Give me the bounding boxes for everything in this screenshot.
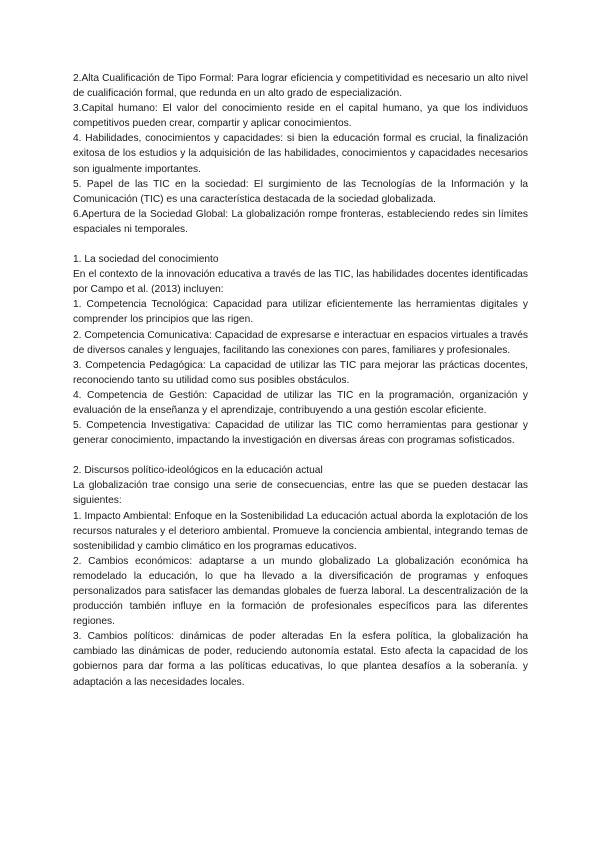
section-spacer xyxy=(73,237,528,252)
list-item: 3. Cambios políticos: dinámicas de poder alteradas En la esfera política, la globalización ha cambiado las dinámicas de poder, reduciendo autonomía estatal. Esto afecta la capacidad de los gobiernos para dar forma a las políticas educativas, lo que plantea desafíos a la soberanía. y adaptación a las necesidades locales. xyxy=(73,631,528,688)
list-item: 4. Competencia de Gestión: Capacidad de utilizar las TIC en la programación, organización y evaluación de la enseñanza y el aprendizaje, contribuyendo a una gestión escolar eficiente. xyxy=(73,389,528,416)
list-item: 6.Apertura de la Sociedad Global: La globalización rompe fronteras, estableciendo redes sin límites espaciales ni temporales. xyxy=(73,208,528,235)
list-item: 3. Competencia Pedagógica: La capacidad de utilizar las TIC para mejorar las prácticas docentes, reconociendo tanto su utilidad como sus posibles obstáculos. xyxy=(73,359,528,386)
section-political-discourses xyxy=(73,463,528,689)
section-knowledge-society xyxy=(73,252,528,448)
section-intro: La globalización trae consigo una serie de consecuencias, entre las que se pueden destacar las siguientes: xyxy=(73,480,528,507)
list-item: 2.Alta Cualificación de Tipo Formal: Para lograr eficiencia y competitividad es necesario un alto nivel de cualificación formal, que redunda en un alto grado de especialización. xyxy=(73,73,528,100)
list-item: 2. Competencia Comunicativa: Capacidad de expresarse e interactuar en espacios virtuales a través de diversos canales y lenguajes, facilitando las conexiones con pares, familiares y profesionales. xyxy=(73,329,528,356)
list-item: 2. Cambios económicos: adaptarse a un mundo globalizado La globalización económica ha remodelado la educación, lo que ha llevado a la diversificación de programas y enfoques personalizados para satisfacer las demandas globales de fuerza laboral. La descentralización de la producción también influye en la formación de profesionales específicos para las diferentes regiones. xyxy=(73,555,528,628)
section-heading: 1. La sociedad del conocimiento xyxy=(73,254,219,266)
section-intro: En el contexto de la innovación educativa a través de las TIC, las habilidades docentes identificadas por Campo et al. (2013) incluyen: xyxy=(73,269,528,296)
section-spacer xyxy=(73,448,528,463)
list-item: 5. Competencia Investigativa: Capacidad de utilizar las TIC como herramientas para gestionar y generar conocimiento, impactando la investigación en diversas áreas con programas sofisticados. xyxy=(73,420,528,447)
list-item: 1. Competencia Tecnológica: Capacidad para utilizar eficientemente las herramientas digitales y comprender los principios que las rigen. xyxy=(73,299,528,326)
section-heading: 2. Discursos político-ideológicos en la educación actual xyxy=(73,465,323,477)
document-page xyxy=(73,71,528,690)
intro-list xyxy=(73,71,528,237)
list-item: 3.Capital humano: El valor del conocimiento reside en el capital humano, ya que los individuos competitivos pueden crear, compartir y aplicar conocimientos. xyxy=(73,103,528,130)
list-item: 5. Papel de las TIC en la sociedad: El surgimiento de las Tecnologías de la Información y la Comunicación (TIC) es una característica destacada de la sociedad globalizada. xyxy=(73,178,528,205)
list-item: 4. Habilidades, conocimientos y capacidades: si bien la educación formal es crucial, la finalización exitosa de los estudios y la adquisición de las habilidades, conocimientos y capacidades necesarios son igualmente importantes. xyxy=(73,133,528,175)
list-item: 1. Impacto Ambiental: Enfoque en la Sostenibilidad La educación actual aborda la explotación de los recursos naturales y el deterioro ambiental. Promueve la conciencia ambiental, integrando temas de sostenibilidad y cambio climático en los programas educativos. xyxy=(73,510,528,552)
